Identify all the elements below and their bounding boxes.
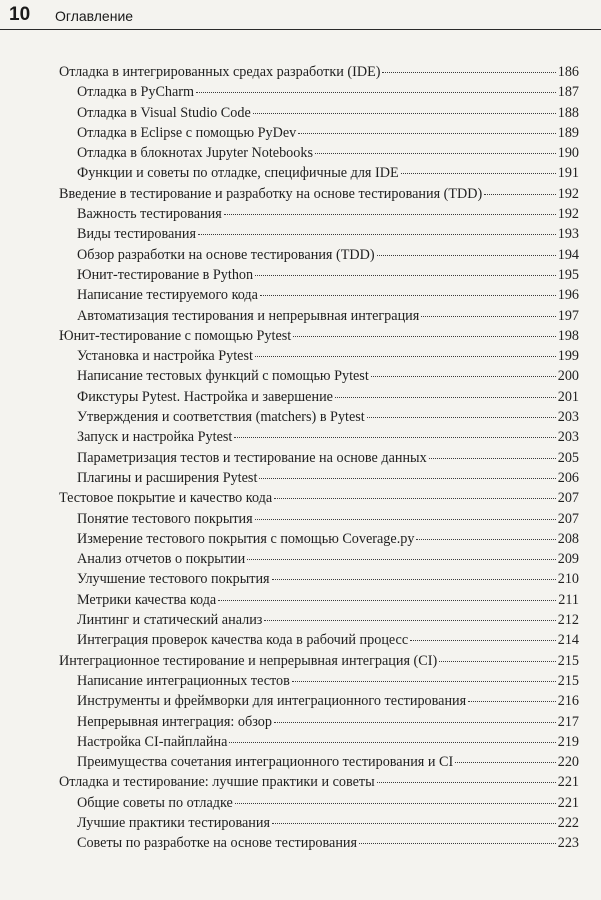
toc-entry-title: Отладка в блокнотах Jupyter Notebooks	[77, 145, 313, 162]
toc-entry-page: 219	[557, 733, 579, 750]
dot-leader	[439, 661, 556, 662]
toc-subsection-entry[interactable]	[0, 569, 601, 589]
toc-entry-line	[77, 143, 579, 163]
toc-entry-line	[77, 82, 579, 102]
toc-entry-title: Написание интеграционных тестов	[77, 672, 290, 689]
toc-subsection-entry[interactable]	[0, 468, 601, 488]
toc-entry-page: 194	[557, 246, 579, 263]
toc-entry-page: 192	[557, 185, 579, 202]
toc-entry-page: 221	[557, 774, 579, 791]
toc-entry-page: 215	[557, 652, 579, 669]
dot-leader	[410, 640, 556, 641]
dot-leader	[255, 519, 556, 520]
toc-entry-page: 223	[557, 835, 579, 852]
toc-subsection-entry[interactable]	[0, 630, 601, 650]
toc-entry-title: Улучшение тестового покрытия	[77, 571, 270, 588]
toc-entry-line	[77, 366, 579, 386]
toc-section-entry[interactable]	[0, 326, 601, 346]
toc-subsection-entry[interactable]	[0, 103, 601, 123]
toc-entry-title: Настройка CI-пайплайна	[77, 733, 228, 750]
toc-subsection-entry[interactable]	[0, 610, 601, 630]
toc-entry-title: Отладка в Visual Studio Code	[77, 104, 251, 121]
toc-entry-line	[77, 245, 579, 265]
toc-entry-page: 195	[557, 266, 579, 283]
dot-leader	[293, 336, 556, 337]
toc-subsection-entry[interactable]	[0, 427, 601, 447]
toc-subsection-entry[interactable]	[0, 82, 601, 102]
toc-entry-line	[77, 346, 579, 366]
toc-entry-line	[59, 772, 579, 792]
dot-leader	[292, 681, 556, 682]
dot-leader	[264, 620, 555, 621]
dot-leader	[272, 823, 556, 824]
toc-entry-line	[77, 549, 579, 569]
toc-entry-title: Виды тестирования	[77, 226, 197, 243]
toc-entry-title: Советы по разработке на основе тестирования	[77, 835, 358, 852]
toc-subsection-entry[interactable]	[0, 529, 601, 549]
toc-entry-title: Функции и советы по отладке, специфичные для IDE	[77, 165, 399, 182]
toc-subsection-entry[interactable]	[0, 833, 601, 853]
dot-leader	[196, 92, 556, 93]
toc-entry-line	[59, 326, 579, 346]
toc-entry-title: Отладка в Eclipse с помощью PyDev	[77, 124, 297, 141]
toc-entry-title: Инструменты и фреймворки для интеграционного тестирования	[77, 693, 467, 710]
dot-leader	[484, 194, 555, 195]
toc-entry-line	[77, 752, 579, 772]
toc-entry-title: Параметризация тестов и тестирование на основе данных	[77, 449, 427, 466]
toc-section-entry[interactable]	[0, 488, 601, 508]
toc-entry-line	[77, 163, 579, 183]
toc-entry-page: 193	[557, 226, 579, 243]
toc-entry-line	[77, 732, 579, 752]
toc-entry-line	[77, 671, 579, 691]
toc-subsection-entry[interactable]	[0, 691, 601, 711]
toc-subsection-entry[interactable]	[0, 285, 601, 305]
toc-entry-page: 198	[557, 327, 579, 344]
toc-subsection-entry[interactable]	[0, 224, 601, 244]
toc-entry-title: Введение в тестирование и разработку на основе тестирования (TDD)	[59, 185, 483, 202]
dot-leader	[421, 316, 555, 317]
toc-entry-line	[77, 103, 579, 123]
toc-entry-line	[59, 651, 579, 671]
toc-subsection-entry[interactable]	[0, 752, 601, 772]
toc-subsection-entry[interactable]	[0, 143, 601, 163]
toc-entry-page: 188	[557, 104, 579, 121]
toc-section-entry[interactable]	[0, 651, 601, 671]
toc-entry-page: 187	[557, 84, 579, 101]
dot-leader	[455, 762, 556, 763]
dot-leader	[416, 539, 555, 540]
toc-entry-title: Написание тестируемого кода	[77, 287, 258, 304]
toc-entry-line	[77, 509, 579, 529]
toc-entry-page: 220	[557, 754, 579, 771]
toc-entry-page: 214	[557, 632, 579, 649]
toc-entry-line	[77, 529, 579, 549]
toc-entry-page: 206	[557, 469, 579, 486]
toc-subsection-entry[interactable]	[0, 306, 601, 326]
toc-subsection-entry[interactable]	[0, 732, 601, 752]
toc-entry-title: Отладка в PyCharm	[77, 84, 195, 101]
toc-entry-line	[77, 610, 579, 630]
toc-entry-page: 200	[557, 368, 579, 385]
toc-subsection-entry[interactable]	[0, 813, 601, 833]
toc-entry-line	[77, 265, 579, 285]
toc-entry-line	[77, 712, 579, 732]
dot-leader	[315, 153, 556, 154]
toc-entry-line	[77, 569, 579, 589]
dot-leader	[377, 255, 556, 256]
toc-entry-page: 209	[557, 551, 579, 568]
toc-entry-page: 216	[557, 693, 579, 710]
toc-subsection-entry[interactable]	[0, 407, 601, 427]
toc-subsection-entry[interactable]	[0, 265, 601, 285]
toc-entry-page: 205	[557, 449, 579, 466]
toc-entry-page: 208	[557, 530, 579, 547]
toc-entry-line	[59, 488, 579, 508]
toc-entry-page: 197	[557, 307, 579, 324]
dot-leader	[253, 113, 556, 114]
toc-section-entry[interactable]	[0, 184, 601, 204]
dot-leader	[272, 579, 556, 580]
toc-subsection-entry[interactable]	[0, 366, 601, 386]
toc-entry-line	[77, 813, 579, 833]
toc-entry-page: 210	[557, 571, 579, 588]
dot-leader	[260, 295, 556, 296]
toc-entry-page: 221	[557, 794, 579, 811]
dot-leader	[429, 458, 556, 459]
toc-entry-line	[77, 285, 579, 305]
dot-leader	[224, 214, 556, 215]
toc-entry-page: 203	[557, 409, 579, 426]
toc-entry-page: 192	[557, 206, 579, 223]
toc-subsection-entry[interactable]	[0, 163, 601, 183]
toc-entry-line	[59, 184, 579, 204]
dot-leader	[298, 133, 555, 134]
toc-entry-line	[77, 387, 579, 407]
toc-entry-title: Плагины и расширения Pytest	[77, 469, 258, 486]
toc-entry-line	[77, 123, 579, 143]
toc-subsection-entry[interactable]	[0, 448, 601, 468]
toc-subsection-entry[interactable]	[0, 590, 601, 610]
dot-leader	[274, 722, 556, 723]
toc-entry-page: 217	[557, 713, 579, 730]
dot-leader	[371, 376, 556, 377]
toc-entry-line	[77, 833, 579, 853]
table-of-contents	[0, 62, 601, 854]
toc-entry-title: Юнит-тестирование в Python	[77, 266, 254, 283]
toc-entry-page: 190	[557, 145, 579, 162]
toc-entry-page: 207	[557, 490, 579, 507]
header-rule	[0, 29, 601, 30]
dot-leader	[335, 397, 556, 398]
toc-entry-title: Отладка и тестирование: лучшие практики и советы	[59, 774, 375, 791]
toc-subsection-entry[interactable]	[0, 712, 601, 732]
dot-leader	[234, 437, 555, 438]
toc-entry-line	[77, 306, 579, 326]
toc-entry-page: 207	[557, 510, 579, 527]
toc-entry-page: 212	[557, 612, 579, 629]
toc-entry-line	[77, 630, 579, 650]
toc-entry-title: Понятие тестового покрытия	[77, 510, 253, 527]
toc-entry-line	[77, 407, 579, 427]
toc-subsection-entry[interactable]	[0, 793, 601, 813]
toc-entry-title: Утверждения и соответствия (matchers) в Pytest	[77, 409, 365, 426]
dot-leader	[367, 417, 556, 418]
toc-entry-title: Отладка в интегрированных средах разработки (IDE)	[59, 64, 381, 80]
toc-entry-title: Лучшие практики тестирования	[77, 814, 271, 831]
dot-leader	[359, 843, 556, 844]
toc-subsection-entry[interactable]	[0, 204, 601, 224]
toc-entry-line	[77, 427, 579, 447]
toc-section-entry[interactable]	[0, 772, 601, 792]
toc-entry-title: Фикстуры Pytest. Настройка и завершение	[77, 388, 333, 405]
toc-entry-line	[77, 590, 579, 610]
toc-entry-title: Измерение тестового покрытия с помощью Coverage.py	[77, 530, 415, 547]
toc-entry-line	[77, 224, 579, 244]
dot-leader	[401, 173, 556, 174]
dot-leader	[198, 234, 556, 235]
toc-entry-title: Непрерывная интеграция: обзор	[77, 713, 272, 730]
toc-section-entry[interactable]	[0, 62, 601, 82]
toc-entry-line	[77, 204, 579, 224]
toc-entry-page: 215	[557, 672, 579, 689]
toc-subsection-entry[interactable]	[0, 671, 601, 691]
toc-subsection-entry[interactable]	[0, 509, 601, 529]
toc-entry-page: 201	[557, 388, 579, 405]
dot-leader	[247, 559, 556, 560]
toc-entry-line	[77, 448, 579, 468]
toc-subsection-entry[interactable]	[0, 346, 601, 366]
toc-entry-page: 189	[557, 124, 579, 141]
page-header	[0, 0, 601, 30]
toc-entry-title: Установка и настройка Pytest	[77, 348, 253, 365]
toc-entry-title: Написание тестовых функций с помощью Pytest	[77, 368, 369, 385]
toc-entry-line	[77, 793, 579, 813]
toc-entry-title: Автоматизация тестирования и непрерывная интеграция	[77, 307, 420, 324]
dot-leader	[468, 701, 556, 702]
toc-entry-title: Линтинг и статический анализ	[77, 612, 263, 629]
toc-entry-page: 191	[557, 165, 579, 182]
toc-entry-title: Интеграция проверок качества кода в рабочий процесс	[77, 632, 409, 649]
dot-leader	[255, 356, 556, 357]
toc-subsection-entry[interactable]	[0, 549, 601, 569]
toc-subsection-entry[interactable]	[0, 245, 601, 265]
toc-entry-line	[77, 468, 579, 488]
dot-leader	[229, 742, 555, 743]
toc-entry-page: 196	[557, 287, 579, 304]
toc-entry-title: Общие советы по отладке	[77, 794, 233, 811]
toc-entry-line	[77, 691, 579, 711]
running-title: Оглавление	[55, 8, 134, 24]
toc-entry-title: Преимущества сочетания интеграционного тестирования и CI	[77, 754, 454, 771]
toc-entry-page: 186	[557, 64, 579, 80]
dot-leader	[259, 478, 555, 479]
toc-entry-title: Метрики качества кода	[77, 591, 217, 608]
toc-entry-title: Обзор разработки на основе тестирования (TDD)	[77, 246, 375, 263]
toc-entry-title: Анализ отчетов о покрытии	[77, 551, 246, 568]
toc-entry-line	[59, 62, 579, 82]
dot-leader	[274, 498, 556, 499]
toc-entry-title: Запуск и настройка Pytest	[77, 429, 233, 446]
toc-entry-title: Тестовое покрытие и качество кода	[59, 490, 273, 507]
page-number: 10	[9, 4, 31, 25]
dot-leader	[377, 782, 556, 783]
dot-leader	[235, 803, 556, 804]
toc-entry-title: Интеграционное тестирование и непрерывная интеграция (CI)	[59, 652, 438, 669]
toc-subsection-entry[interactable]	[0, 123, 601, 143]
toc-entry-title: Важность тестирования	[77, 206, 222, 223]
dot-leader	[218, 600, 556, 601]
toc-entry-title: Юнит-тестирование с помощью Pytest	[59, 327, 292, 344]
toc-entry-page: 199	[557, 348, 579, 365]
dot-leader	[255, 275, 556, 276]
toc-entry-page: 203	[557, 429, 579, 446]
toc-entry-page: 222	[557, 814, 579, 831]
dot-leader	[382, 72, 555, 73]
toc-entry-page: 211	[558, 591, 579, 608]
toc-subsection-entry[interactable]	[0, 387, 601, 407]
